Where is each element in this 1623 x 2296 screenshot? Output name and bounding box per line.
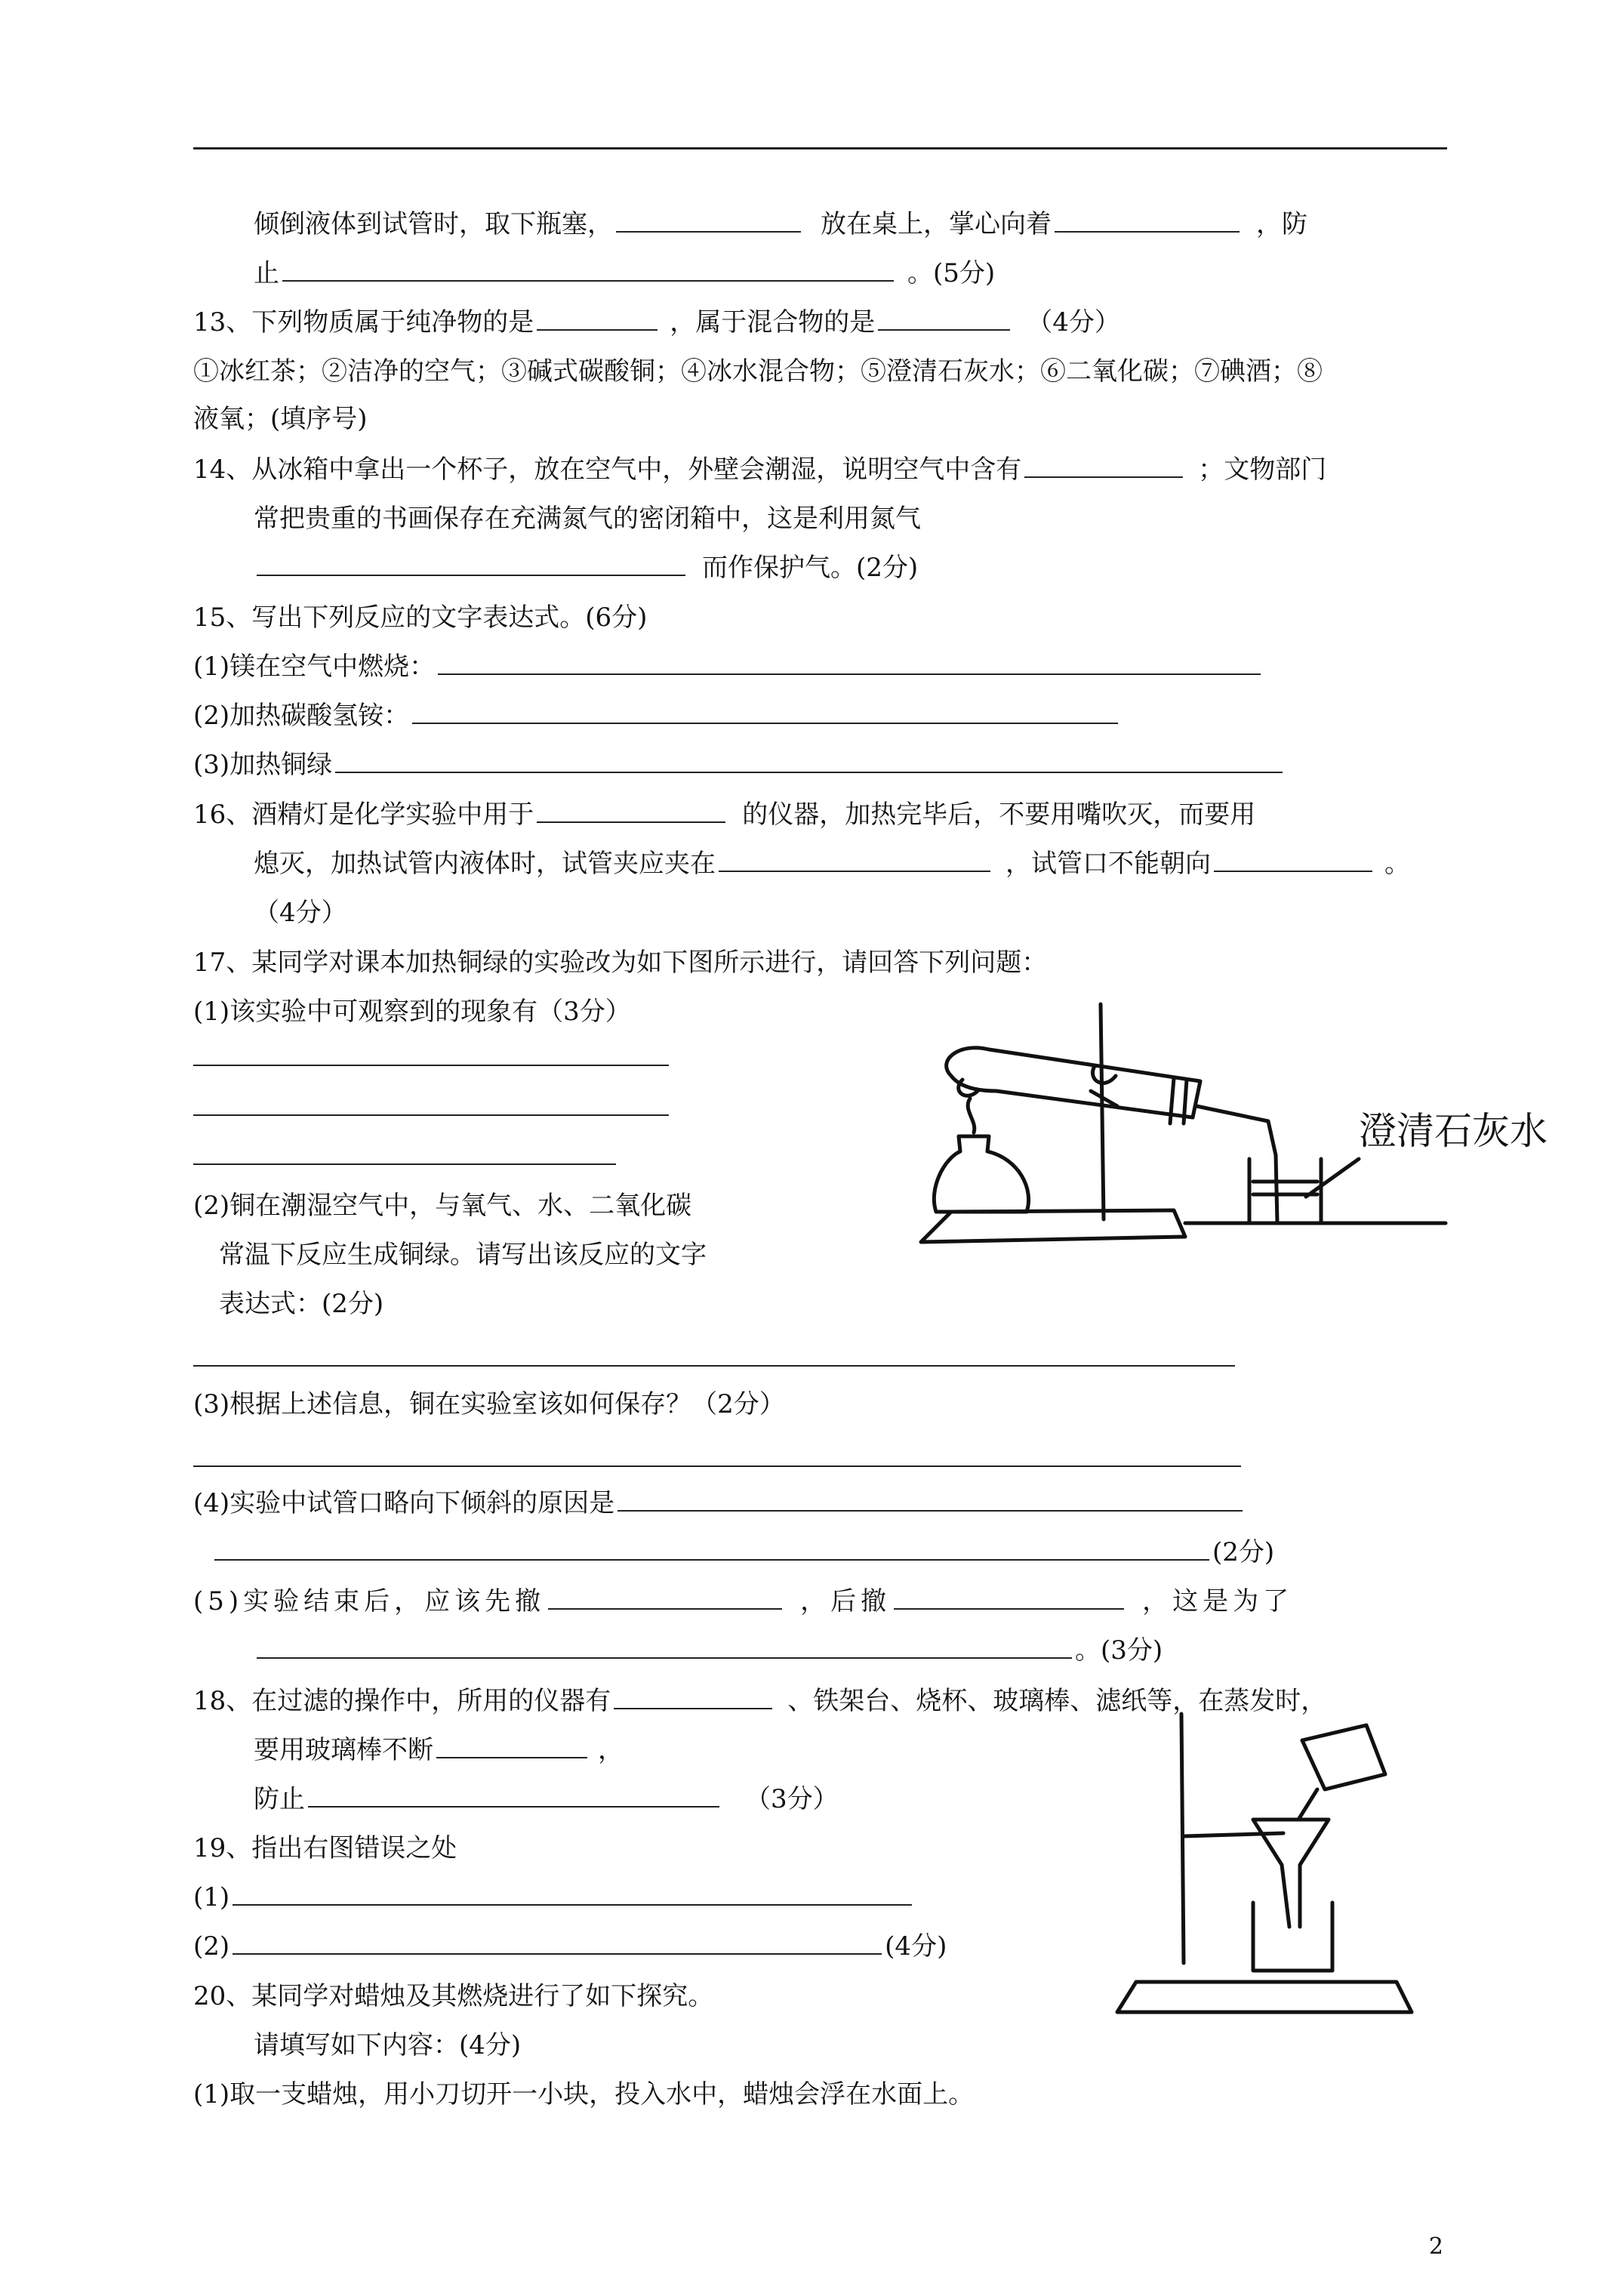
q12-text-d: 止 — [254, 258, 279, 288]
q19-blank-2[interactable] — [233, 1931, 882, 1955]
q17-answer-line-2[interactable] — [193, 1114, 669, 1116]
q20-title: 20、某同学对蜡烛及其燃烧进行了如下探究。 — [193, 1981, 714, 2011]
q12-blank-1[interactable] — [616, 208, 801, 233]
q14-blank-1[interactable] — [1024, 454, 1183, 478]
test-tube — [947, 1048, 1200, 1117]
q18-blank-3[interactable] — [308, 1783, 719, 1808]
q17-item2-line3: 表达式：(2分) — [219, 1289, 384, 1319]
q17-item1: (1)该实验中可观察到的现象有（3分） — [193, 997, 631, 1027]
q14-text-b: ；文物部门 — [1198, 455, 1327, 485]
q15-blank-1[interactable] — [438, 651, 1261, 675]
q17-item4-line2 — [211, 1536, 1274, 1569]
q20-item1: (1)取一支蜡烛，用小刀切开一小块，投入水中，蜡烛会浮在水面上。 — [193, 2079, 975, 2110]
q17-blank-8[interactable] — [257, 1635, 1072, 1659]
q19-blank-1[interactable] — [233, 1881, 912, 1906]
q15-blank-2[interactable] — [412, 700, 1118, 724]
q12-blank-3[interactable] — [282, 257, 894, 282]
q13-options: ①冰红茶；②洁净的空气；③碱式碳酸铜；④冰水混合物；⑤澄清石灰水；⑥二氧化碳；⑦碘酒；⑧ — [193, 356, 1323, 387]
q17-item4 — [193, 1487, 1246, 1520]
page-number: 2 — [1428, 2233, 1443, 2260]
q16-text-a: 16、酒精灯是化学实验中用于 — [193, 800, 534, 830]
q12-text-b: 放在桌上，掌心向着 — [821, 209, 1052, 239]
q17-title: 17、某同学对课本加热铜绿的实验改为如下图所示进行，请回答下列问题： — [193, 948, 1048, 978]
q14-text-a: 14、从冰箱中拿出一个杯子，放在空气中，外壁会潮湿，说明空气中含有 — [193, 455, 1022, 485]
q12-text-a: 倾倒液体到试管时，取下瓶塞， — [254, 209, 613, 239]
stand-base — [921, 1210, 1185, 1242]
q19-item1 — [193, 1881, 915, 1914]
receiving-beaker — [1253, 1903, 1332, 1971]
q18-score: （3分） — [745, 1784, 839, 1814]
q14-line2: 常把贵重的书画保存在充满氮气的密闭箱中，这是利用氮气 — [254, 504, 921, 534]
q19-score: (4分) — [885, 1931, 947, 1962]
filtration-stand-base — [1117, 1982, 1412, 2012]
q17-blank-6[interactable] — [548, 1586, 782, 1610]
q13-options-end: 液氧；(填序号) — [193, 404, 368, 434]
copper-green-apparatus-figure — [906, 997, 1548, 1257]
q18-line2 — [254, 1734, 624, 1767]
label-pointer — [1306, 1159, 1359, 1197]
funnel — [1253, 1820, 1329, 1927]
q15-item2-label: (2)加热碳酸氢铵： — [193, 701, 410, 731]
alcohol-lamp — [934, 1136, 1028, 1212]
q18-text-e: 防止 — [254, 1784, 305, 1814]
q17-blank-4[interactable] — [617, 1487, 1243, 1512]
q15-item2 — [193, 699, 1121, 732]
beaker-liquid — [1253, 1182, 1317, 1194]
q15-item3-label: (3)加热铜绿 — [193, 750, 333, 780]
q15-item1-label: (1)镁在空气中燃烧： — [193, 652, 436, 682]
delivery-tube — [1196, 1106, 1277, 1223]
q17-item4-label: (4)实验中试管口略向下倾斜的原因是 — [193, 1488, 615, 1518]
q18-text-b: 、铁架台、烧杯、玻璃棒、滤纸等，在蒸发时， — [787, 1686, 1327, 1716]
q19-item2 — [193, 1930, 947, 1963]
q13-line1 — [193, 306, 1120, 339]
q20-subtitle: 请填写如下内容：(4分) — [254, 2030, 522, 2060]
clamp — [1091, 1066, 1117, 1106]
q12-line1 — [254, 208, 1307, 241]
q12-text-c: ，防 — [1256, 209, 1307, 239]
figure1-label: 澄清石灰水 — [1359, 1109, 1548, 1153]
q18-line1 — [193, 1684, 1326, 1718]
q16-line1 — [193, 798, 1255, 831]
flame — [968, 1099, 975, 1133]
q17-item5-score: 。(3分) — [1075, 1635, 1163, 1666]
q18-blank-1[interactable] — [614, 1685, 772, 1709]
q13-text-b: ，属于混合物的是 — [670, 307, 876, 337]
q16-text-d: ，试管口不能朝向 — [1006, 849, 1211, 879]
beaker — [1249, 1159, 1321, 1223]
q17-item5-text-a: (5)实验结束后，应该先撤 — [193, 1586, 546, 1616]
q17-answer-line-1[interactable] — [193, 1065, 669, 1066]
q13-blank-1[interactable] — [537, 307, 658, 331]
filtration-stand-rod — [1181, 1714, 1184, 1963]
q15-item1 — [193, 650, 1264, 683]
q17-blank-7[interactable] — [894, 1586, 1124, 1610]
q16-text-e: 。 — [1384, 849, 1410, 879]
q17-item5-text-b: ，后撤 — [800, 1586, 892, 1616]
header-rule — [193, 147, 1447, 149]
q17-item5-text-c: ，这是为了 — [1142, 1586, 1294, 1616]
q13-text-a: 13、下列物质属于纯净物的是 — [193, 307, 534, 337]
stand-rod — [1101, 1004, 1104, 1219]
q13-blank-2[interactable] — [878, 307, 1010, 331]
q16-blank-1[interactable] — [537, 799, 725, 823]
q12-score: 。(5分) — [907, 258, 996, 288]
q17-item5 — [193, 1585, 1293, 1618]
q12-blank-2[interactable] — [1055, 208, 1240, 233]
q16-blank-2[interactable] — [719, 848, 990, 872]
q17-item2-line1: (2)铜在潮湿空气中，与氧气、水、二氧化碳 — [193, 1191, 692, 1221]
q14-blank-2[interactable] — [257, 552, 685, 576]
pour-stream — [1298, 1789, 1317, 1820]
q16-blank-3[interactable] — [1214, 848, 1372, 872]
filtration-apparatus-figure — [1102, 1714, 1419, 2023]
q16-text-b: 的仪器，加热完毕后，不要用嘴吹灭，而要用 — [742, 800, 1256, 830]
q14-text-c: 而作保护气。(2分) — [702, 553, 919, 583]
pouring-beaker — [1302, 1725, 1385, 1789]
q17-item5-line2 — [254, 1634, 1163, 1667]
q17-answer-line-3[interactable] — [193, 1163, 616, 1165]
q17-item2-line2: 常温下反应生成铜绿。请写出该反应的文字 — [219, 1240, 707, 1270]
q13-score: （4分） — [1027, 307, 1120, 337]
q17-item4-score: (2分) — [1212, 1537, 1275, 1567]
q18-text-c: 要用玻璃棒不断 — [254, 1735, 433, 1765]
q18-text-a: 18、在过滤的操作中，所用的仪器有 — [193, 1686, 611, 1716]
q15-blank-3[interactable] — [335, 749, 1283, 773]
q16-text-c: 熄灭，加热试管内液体时，试管夹应夹在 — [254, 849, 716, 879]
q17-answer-line-4[interactable] — [193, 1365, 1235, 1367]
q16-line2 — [254, 847, 1410, 880]
q19-item1-label: (1) — [193, 1882, 230, 1912]
ring-arm — [1184, 1833, 1283, 1836]
q18-blank-2[interactable] — [436, 1734, 587, 1758]
q17-blank-5[interactable] — [214, 1536, 1209, 1561]
q19-title: 19、指出右图错误之处 — [193, 1833, 457, 1863]
q18-line3 — [254, 1783, 839, 1816]
q15-title: 15、写出下列反应的文字表达式。(6分) — [193, 603, 648, 633]
q19-item2-label: (2) — [193, 1931, 230, 1962]
q17-answer-line-5[interactable] — [193, 1465, 1241, 1467]
q14-line3 — [254, 551, 918, 584]
q14-line1 — [193, 453, 1326, 486]
q12-line2 — [254, 257, 995, 290]
q15-item3 — [193, 748, 1286, 781]
q17-item3: (3)根据上述信息，铜在实验室该如何保存？（2分） — [193, 1389, 785, 1419]
q18-text-d: ， — [598, 1735, 624, 1765]
q16-score: （4分） — [254, 898, 347, 928]
